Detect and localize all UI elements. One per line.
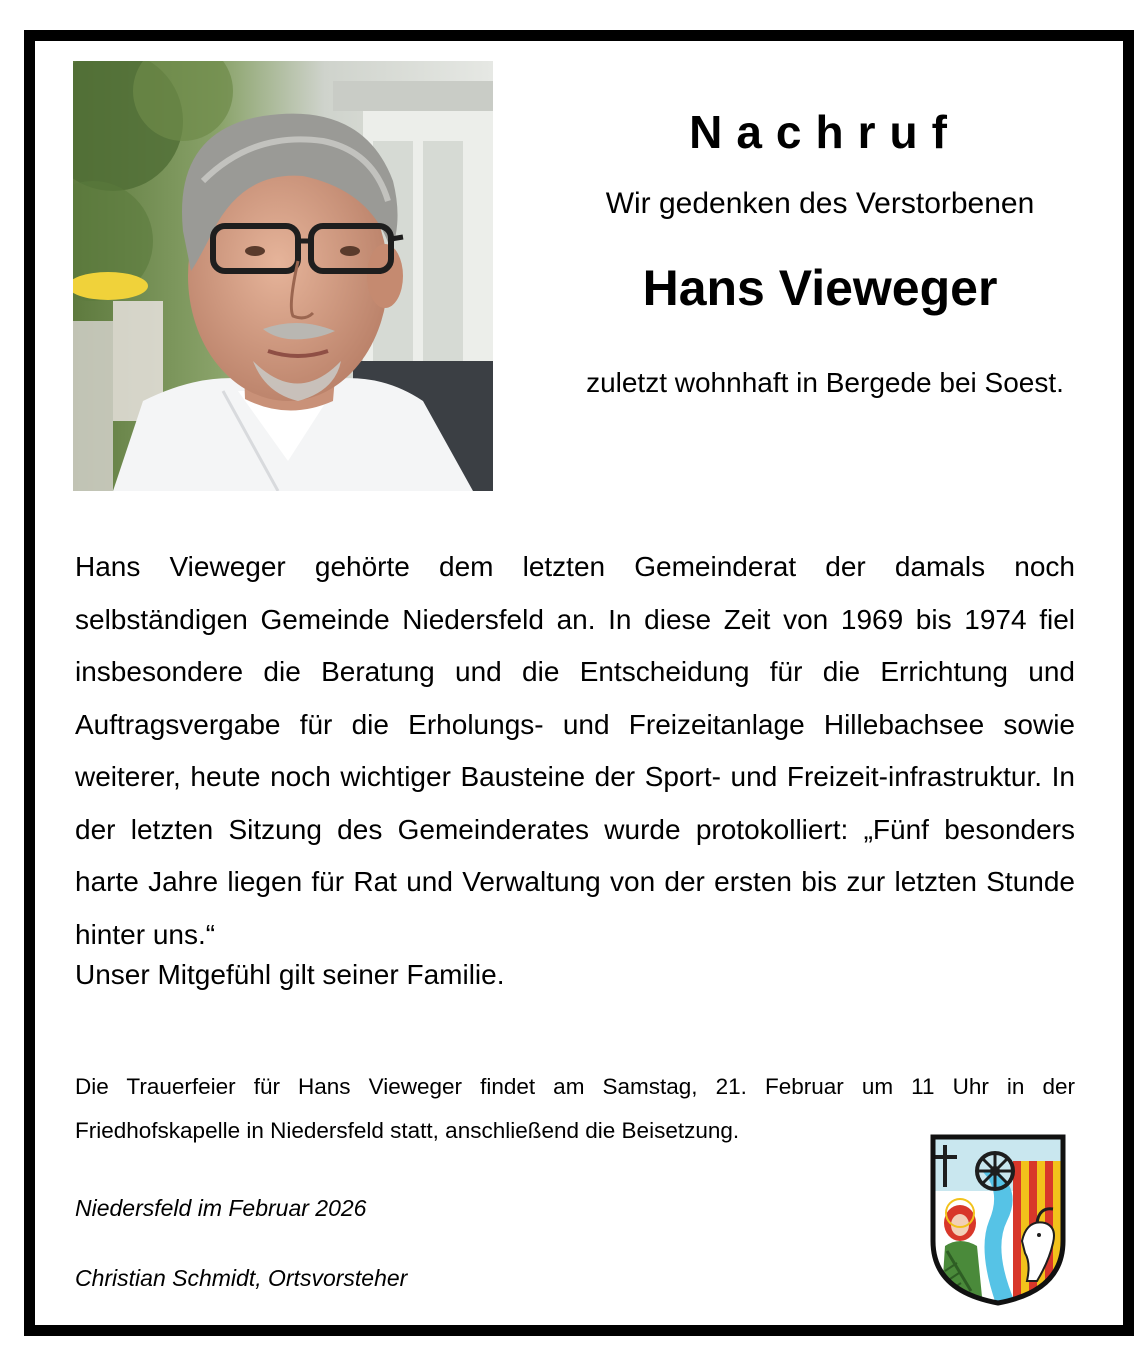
coat-of-arms-icon xyxy=(927,1131,1069,1307)
obituary-title: Nachruf xyxy=(689,106,961,158)
condolence-line: Unser Mitgefühl gilt seiner Familie. xyxy=(75,959,505,990)
obituary-paragraph: Hans Vieweger gehörte dem letzten Gemeinderat der damals noch selbständigen Gemeinde Niedersfeld an. In diese Zeit von 1969 bis 1974 fiel insbesondere die Beratung und die Entscheidung für die Errichtung und Auftragsvergabe für die Erholungs- und Freizeitanlage Hillebachsee sowie weiterer, heute noch wichtiger Bausteine der Sport- und Freizeit-infrastruktur. In der letzten Sitzung des Gemeinderates wurde protokolliert: „Fünf besonders harte Jahre liegen für Rat und Verwaltung von der ersten bis zur letzten Stunde hinter uns.“ xyxy=(75,551,1075,950)
portrait-photo xyxy=(73,61,493,491)
funeral-announcement: Die Trauerfeier für Hans Vieweger findet am Samstag, 21. Februar um 11 Uhr in der Friedhofskapelle in Niedersfeld statt, anschließend die Beisetzung. xyxy=(75,1074,1075,1143)
last-residence: zuletzt wohnhaft in Bergede bei Soest. xyxy=(586,367,1064,398)
memorial-subtitle: Wir gedenken des Verstorbenen xyxy=(605,187,1035,220)
obituary-frame xyxy=(24,30,1134,1336)
obituary-body xyxy=(75,541,1075,961)
deceased-name: Hans Vieweger xyxy=(642,260,998,316)
signature: Christian Schmidt, Ortsvorsteher xyxy=(75,1265,408,1291)
place-date: Niedersfeld im Februar 2026 xyxy=(75,1195,367,1221)
